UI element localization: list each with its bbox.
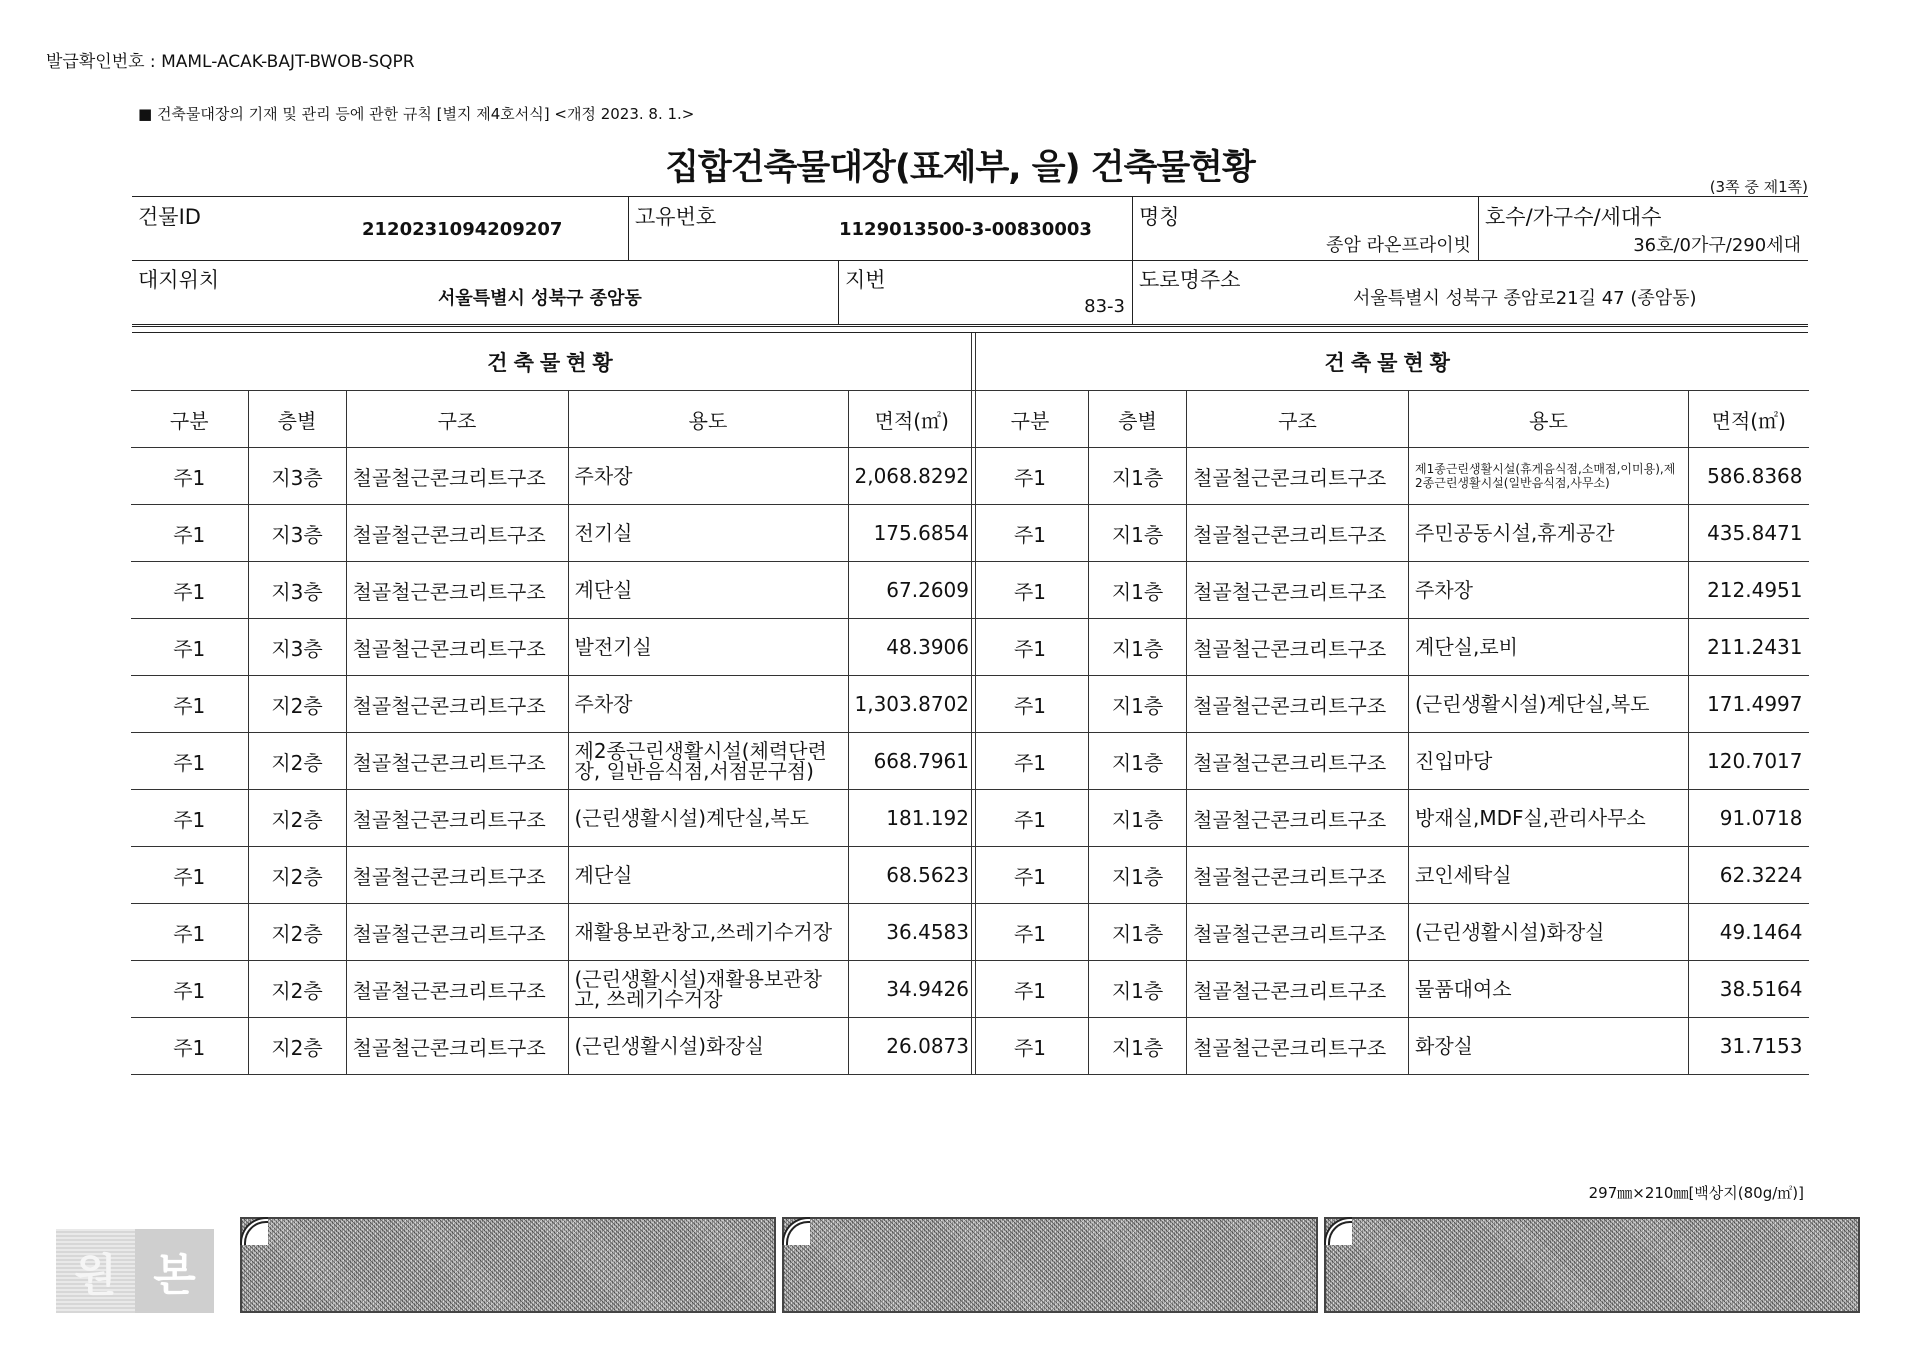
row-structure: 철골철근콘크리트구조 xyxy=(346,733,568,790)
row-use: 발전기실 xyxy=(568,619,848,676)
row-type: 주1 xyxy=(131,961,248,1018)
col-header-floor: 층별 xyxy=(1089,391,1187,448)
document-title: 집합건축물대장(표제부, 을) 건축물현황 xyxy=(665,148,1255,188)
building-status-table-right xyxy=(971,333,1809,1075)
section-title-right: 건축물현황 xyxy=(972,333,1809,391)
row-use: 화장실 xyxy=(1409,1018,1689,1075)
row-area: 171.4997 xyxy=(1689,676,1809,733)
table-row xyxy=(131,733,976,790)
header-row-1 xyxy=(132,197,1808,261)
row-floor: 지1층 xyxy=(1089,448,1187,505)
section-title-left: 건축물현황 xyxy=(131,333,976,391)
row-area: 175.6854 xyxy=(848,505,976,562)
row-area: 212.4951 xyxy=(1689,562,1809,619)
row-use: 주차장 xyxy=(568,448,848,505)
table-row xyxy=(131,961,976,1018)
row-type: 주1 xyxy=(972,619,1089,676)
row-type: 주1 xyxy=(131,790,248,847)
col-header-type: 구분 xyxy=(131,391,248,448)
row-use: 제2종근린생활시설(체력단련장, 일반음식점,서점문구점) xyxy=(568,733,848,790)
row-structure: 철골철근콘크리트구조 xyxy=(346,505,568,562)
row-type: 주1 xyxy=(131,619,248,676)
page-count: (3쪽 중 제1쪽) xyxy=(1709,178,1808,196)
row-floor: 지1층 xyxy=(1089,790,1187,847)
row-type: 주1 xyxy=(131,562,248,619)
site-label: 대지위치 xyxy=(138,268,220,292)
col-header-structure: 구조 xyxy=(346,391,568,448)
row-structure: 철골철근콘크리트구조 xyxy=(1187,790,1409,847)
header-row-2 xyxy=(132,260,1808,325)
units-label: 호수/가구수/세대수 xyxy=(1485,205,1662,229)
building-status-table-left xyxy=(131,333,976,1075)
col-header-structure: 구조 xyxy=(1187,391,1409,448)
row-type: 주1 xyxy=(972,961,1089,1018)
row-type: 주1 xyxy=(972,448,1089,505)
table-row xyxy=(131,619,976,676)
row-use: 계단실 xyxy=(568,847,848,904)
row-type: 주1 xyxy=(972,562,1089,619)
row-floor: 지1층 xyxy=(1089,676,1187,733)
row-structure: 철골철근콘크리트구조 xyxy=(346,1018,568,1075)
header-double-rule xyxy=(132,326,1808,333)
table-row xyxy=(131,790,976,847)
row-floor: 지3층 xyxy=(248,619,346,676)
row-use: (근린생활시설)화장실 xyxy=(1409,904,1689,961)
row-floor: 지1층 xyxy=(1089,1018,1187,1075)
col-header-area: 면적(㎡) xyxy=(848,391,976,448)
row-structure: 철골철근콘크리트구조 xyxy=(346,961,568,1018)
table-row xyxy=(131,676,976,733)
security-corner-mark xyxy=(782,1217,810,1245)
row-use: 진입마당 xyxy=(1409,733,1689,790)
row-use: 계단실 xyxy=(568,562,848,619)
row-type: 주1 xyxy=(131,1018,248,1075)
site-cell xyxy=(132,260,838,324)
lot-cell xyxy=(838,260,1133,324)
row-floor: 지2층 xyxy=(248,961,346,1018)
road-address-cell xyxy=(1132,260,1809,324)
table-row xyxy=(131,1018,976,1075)
row-type: 주1 xyxy=(972,505,1089,562)
security-corner-mark xyxy=(1324,1217,1352,1245)
row-area: 31.7153 xyxy=(1689,1018,1809,1075)
table-row xyxy=(131,448,976,505)
stamp-char-1: 원 xyxy=(56,1229,135,1313)
table-row xyxy=(972,733,1809,790)
security-corner-mark xyxy=(240,1217,268,1245)
table-row xyxy=(972,619,1809,676)
table-row xyxy=(972,790,1809,847)
row-structure: 철골철근콘크리트구조 xyxy=(1187,619,1409,676)
col-header-use: 용도 xyxy=(568,391,848,448)
row-area: 49.1464 xyxy=(1689,904,1809,961)
row-type: 주1 xyxy=(131,505,248,562)
issue-number: 발급확인번호 : MAML-ACAK-BAJT-BWOB-SQPR xyxy=(46,52,415,72)
table-row xyxy=(972,961,1809,1018)
row-structure: 철골철근콘크리트구조 xyxy=(1187,961,1409,1018)
row-area: 586.8368 xyxy=(1689,448,1809,505)
units-value: 36호/0가구/290세대 xyxy=(1633,235,1801,256)
row-area: 67.2609 xyxy=(848,562,976,619)
row-structure: 철골철근콘크리트구조 xyxy=(346,676,568,733)
row-floor: 지1층 xyxy=(1089,961,1187,1018)
name-label: 명칭 xyxy=(1139,205,1180,229)
row-type: 주1 xyxy=(972,676,1089,733)
row-structure: 철골철근콘크리트구조 xyxy=(346,619,568,676)
row-type: 주1 xyxy=(131,733,248,790)
row-structure: 철골철근콘크리트구조 xyxy=(346,904,568,961)
row-floor: 지2층 xyxy=(248,733,346,790)
unique-no-value: 1129013500-3-00830003 xyxy=(839,219,1092,240)
building-id-value: 2120231094209207 xyxy=(362,219,563,240)
row-type: 주1 xyxy=(131,904,248,961)
row-structure: 철골철근콘크리트구조 xyxy=(346,790,568,847)
row-floor: 지3층 xyxy=(248,448,346,505)
row-floor: 지2층 xyxy=(248,904,346,961)
row-use: 코인세탁실 xyxy=(1409,847,1689,904)
table-row xyxy=(972,1018,1809,1075)
row-floor: 지2층 xyxy=(248,1018,346,1075)
road-address-label: 도로명주소 xyxy=(1139,268,1241,292)
table-row xyxy=(972,847,1809,904)
row-structure: 철골철근콘크리트구조 xyxy=(346,562,568,619)
row-structure: 철골철근콘크리트구조 xyxy=(1187,847,1409,904)
table-row xyxy=(131,904,976,961)
row-area: 668.7961 xyxy=(848,733,976,790)
stamp-char-2: 본 xyxy=(135,1229,214,1313)
row-use: 제1종근린생활시설(휴게음식점,소매점,이미용),제2종근린생활시설(일반음식점,사무소) xyxy=(1409,448,1689,505)
row-floor: 지3층 xyxy=(248,505,346,562)
lot-label: 지번 xyxy=(845,268,886,292)
row-area: 2,068.8292 xyxy=(848,448,976,505)
table-row xyxy=(131,505,976,562)
row-use: 물품대여소 xyxy=(1409,961,1689,1018)
building-id-label: 건물ID xyxy=(138,205,201,229)
row-use: 주차장 xyxy=(1409,562,1689,619)
row-structure: 철골철근콘크리트구조 xyxy=(1187,448,1409,505)
row-area: 36.4583 xyxy=(848,904,976,961)
row-use: 계단실,로비 xyxy=(1409,619,1689,676)
row-floor: 지1층 xyxy=(1089,904,1187,961)
row-use: 방재실,MDF실,관리사무소 xyxy=(1409,790,1689,847)
row-area: 48.3906 xyxy=(848,619,976,676)
row-type: 주1 xyxy=(972,847,1089,904)
table-row xyxy=(972,904,1809,961)
row-area: 34.9426 xyxy=(848,961,976,1018)
unique-no-cell xyxy=(628,197,1133,260)
row-structure: 철골철근콘크리트구조 xyxy=(346,847,568,904)
lot-value: 83-3 xyxy=(1084,296,1125,317)
table-row xyxy=(972,448,1809,505)
original-stamp xyxy=(56,1229,214,1313)
row-structure: 철골철근콘크리트구조 xyxy=(1187,676,1409,733)
row-area: 38.5164 xyxy=(1689,961,1809,1018)
name-value: 종암 라온프라이빗 xyxy=(1326,235,1471,256)
security-pattern-2 xyxy=(782,1217,1318,1313)
row-floor: 지1층 xyxy=(1089,505,1187,562)
row-area: 1,303.8702 xyxy=(848,676,976,733)
row-structure: 철골철근콘크리트구조 xyxy=(346,448,568,505)
row-structure: 철골철근콘크리트구조 xyxy=(1187,733,1409,790)
name-cell xyxy=(1132,197,1479,260)
row-area: 211.2431 xyxy=(1689,619,1809,676)
row-use: 재활용보관창고,쓰레기수거장 xyxy=(568,904,848,961)
row-use: (근린생활시설)계단실,복도 xyxy=(568,790,848,847)
row-floor: 지1층 xyxy=(1089,847,1187,904)
row-floor: 지3층 xyxy=(248,562,346,619)
row-area: 435.8471 xyxy=(1689,505,1809,562)
row-area: 26.0873 xyxy=(848,1018,976,1075)
security-pattern-1 xyxy=(240,1217,776,1313)
site-value: 서울특별시 성북구 종암동 xyxy=(438,288,642,309)
col-header-area: 면적(㎡) xyxy=(1689,391,1809,448)
row-floor: 지1층 xyxy=(1089,562,1187,619)
row-floor: 지2층 xyxy=(248,847,346,904)
table-row xyxy=(972,676,1809,733)
col-header-use: 용도 xyxy=(1409,391,1689,448)
row-floor: 지1층 xyxy=(1089,619,1187,676)
table-row xyxy=(972,505,1809,562)
row-structure: 철골철근콘크리트구조 xyxy=(1187,1018,1409,1075)
col-header-type: 구분 xyxy=(972,391,1089,448)
table-row xyxy=(131,847,976,904)
form-rule-reference: ■ 건축물대장의 기재 및 관리 등에 관한 규칙 [별지 제4호서식] <개정 2023. 8. 1.> xyxy=(138,105,695,123)
unique-no-label: 고유번호 xyxy=(635,205,717,229)
row-structure: 철골철근콘크리트구조 xyxy=(1187,562,1409,619)
building-id-cell xyxy=(132,197,628,260)
row-type: 주1 xyxy=(131,448,248,505)
row-type: 주1 xyxy=(972,733,1089,790)
row-floor: 지1층 xyxy=(1089,733,1187,790)
road-address-value: 서울특별시 성북구 종암로21길 47 (종암동) xyxy=(1353,288,1697,309)
row-area: 120.7017 xyxy=(1689,733,1809,790)
row-structure: 철골철근콘크리트구조 xyxy=(1187,904,1409,961)
col-header-floor: 층별 xyxy=(248,391,346,448)
row-area: 91.0718 xyxy=(1689,790,1809,847)
row-area: 181.192 xyxy=(848,790,976,847)
row-use: (근린생활시설)화장실 xyxy=(568,1018,848,1075)
row-area: 68.5623 xyxy=(848,847,976,904)
row-type: 주1 xyxy=(131,676,248,733)
row-use: (근린생활시설)계단실,복도 xyxy=(1409,676,1689,733)
paper-spec: 297㎜×210㎜[백상지(80g/㎡)] xyxy=(1588,1184,1804,1202)
row-use: (근린생활시설)재활용보관창고, 쓰레기수거장 xyxy=(568,961,848,1018)
row-type: 주1 xyxy=(131,847,248,904)
row-structure: 철골철근콘크리트구조 xyxy=(1187,505,1409,562)
row-type: 주1 xyxy=(972,790,1089,847)
table-row xyxy=(131,562,976,619)
row-type: 주1 xyxy=(972,1018,1089,1075)
row-type: 주1 xyxy=(972,904,1089,961)
units-cell xyxy=(1478,197,1809,260)
row-floor: 지2층 xyxy=(248,790,346,847)
row-use: 주차장 xyxy=(568,676,848,733)
row-area: 62.3224 xyxy=(1689,847,1809,904)
header-info-box xyxy=(132,196,1808,330)
security-pattern-3 xyxy=(1324,1217,1860,1313)
table-row xyxy=(972,562,1809,619)
row-floor: 지2층 xyxy=(248,676,346,733)
row-use: 주민공동시설,휴게공간 xyxy=(1409,505,1689,562)
row-use: 전기실 xyxy=(568,505,848,562)
